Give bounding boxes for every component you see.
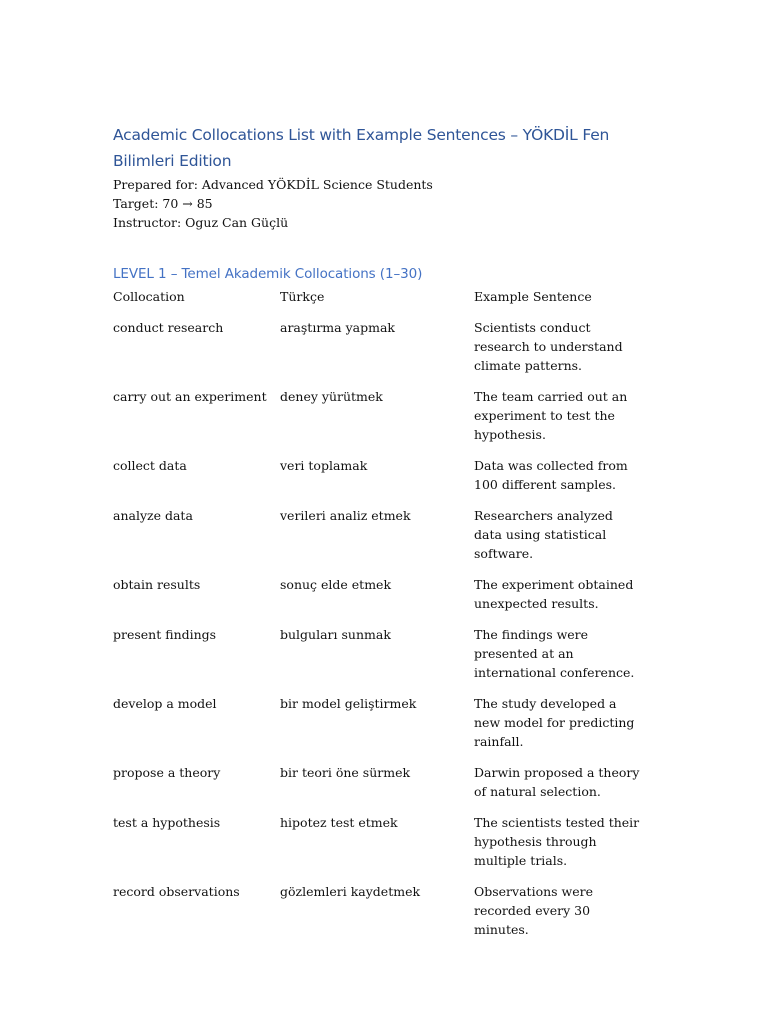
turkish-cell: araştırma yapmak — [280, 320, 395, 335]
table-row — [113, 456, 673, 494]
turkish-cell: verileri analiz etmek — [280, 508, 411, 523]
prepared-for-line: Prepared for: Advanced YÖKDİL Science Students — [113, 177, 433, 192]
document-title: Academic Collocations List with Example Sentences – YÖKDİL Fen Bilimleri Edition — [113, 126, 610, 170]
table-row — [113, 694, 673, 751]
column-header-collocation: Collocation — [113, 289, 185, 304]
turkish-cell: bir model geliştirmek — [280, 696, 417, 711]
table-row — [113, 625, 673, 682]
target-line: Target: 70 → 85 — [113, 196, 213, 211]
example-cell: The findings were presented at an international conference. — [474, 627, 635, 680]
table-row — [113, 506, 673, 563]
example-cell: The scientists tested their hypothesis through multiple trials. — [474, 815, 640, 868]
turkish-cell: deney yürütmek — [280, 389, 383, 404]
example-cell: The study developed a new model for predicting rainfall. — [474, 696, 635, 749]
turkish-cell: sonuç elde etmek — [280, 577, 392, 592]
column-header-turkish: Türkçe — [280, 289, 325, 304]
turkish-cell: gözlemleri kaydetmek — [280, 884, 421, 899]
table-row — [113, 813, 673, 870]
collocation-cell: carry out an experiment — [113, 389, 267, 404]
collocation-cell: analyze data — [113, 508, 193, 523]
table-row — [113, 763, 673, 801]
collocation-cell: propose a theory — [113, 765, 221, 780]
collocation-cell: conduct research — [113, 320, 224, 335]
table-row — [113, 882, 673, 939]
collocation-cell: record observations — [113, 884, 240, 899]
collocation-cell: develop a model — [113, 696, 217, 711]
collocation-cell: obtain results — [113, 577, 201, 592]
collocation-cell: collect data — [113, 458, 187, 473]
table-row — [113, 387, 673, 444]
turkish-cell: hipotez test etmek — [280, 815, 398, 830]
example-cell: Darwin proposed a theory of natural selection. — [474, 765, 640, 799]
collocation-cell: present findings — [113, 627, 217, 642]
column-header-example: Example Sentence — [474, 289, 592, 304]
example-cell: The experiment obtained unexpected results. — [474, 577, 634, 611]
example-cell: Observations were recorded every 30 minutes. — [474, 884, 594, 937]
example-cell: The team carried out an experiment to test the hypothesis. — [474, 389, 628, 442]
turkish-cell: bulguları sunmak — [280, 627, 391, 642]
example-cell: Scientists conduct research to understand climate patterns. — [474, 320, 623, 373]
table-row — [113, 575, 673, 613]
example-cell: Data was collected from 100 different samples. — [474, 458, 628, 492]
table-header-row — [113, 287, 673, 306]
collocation-table — [113, 287, 673, 951]
document-meta — [113, 175, 433, 232]
collocation-cell: test a hypothesis — [113, 815, 221, 830]
level-1-heading: LEVEL 1 – Temel Akademik Collocations (1–30) — [113, 266, 423, 282]
instructor-line: Instructor: Oguz Can Güçlü — [113, 215, 289, 230]
turkish-cell: bir teori öne sürmek — [280, 765, 411, 780]
table-row — [113, 318, 673, 375]
example-cell: Researchers analyzed data using statistical software. — [474, 508, 613, 561]
turkish-cell: veri toplamak — [280, 458, 368, 473]
